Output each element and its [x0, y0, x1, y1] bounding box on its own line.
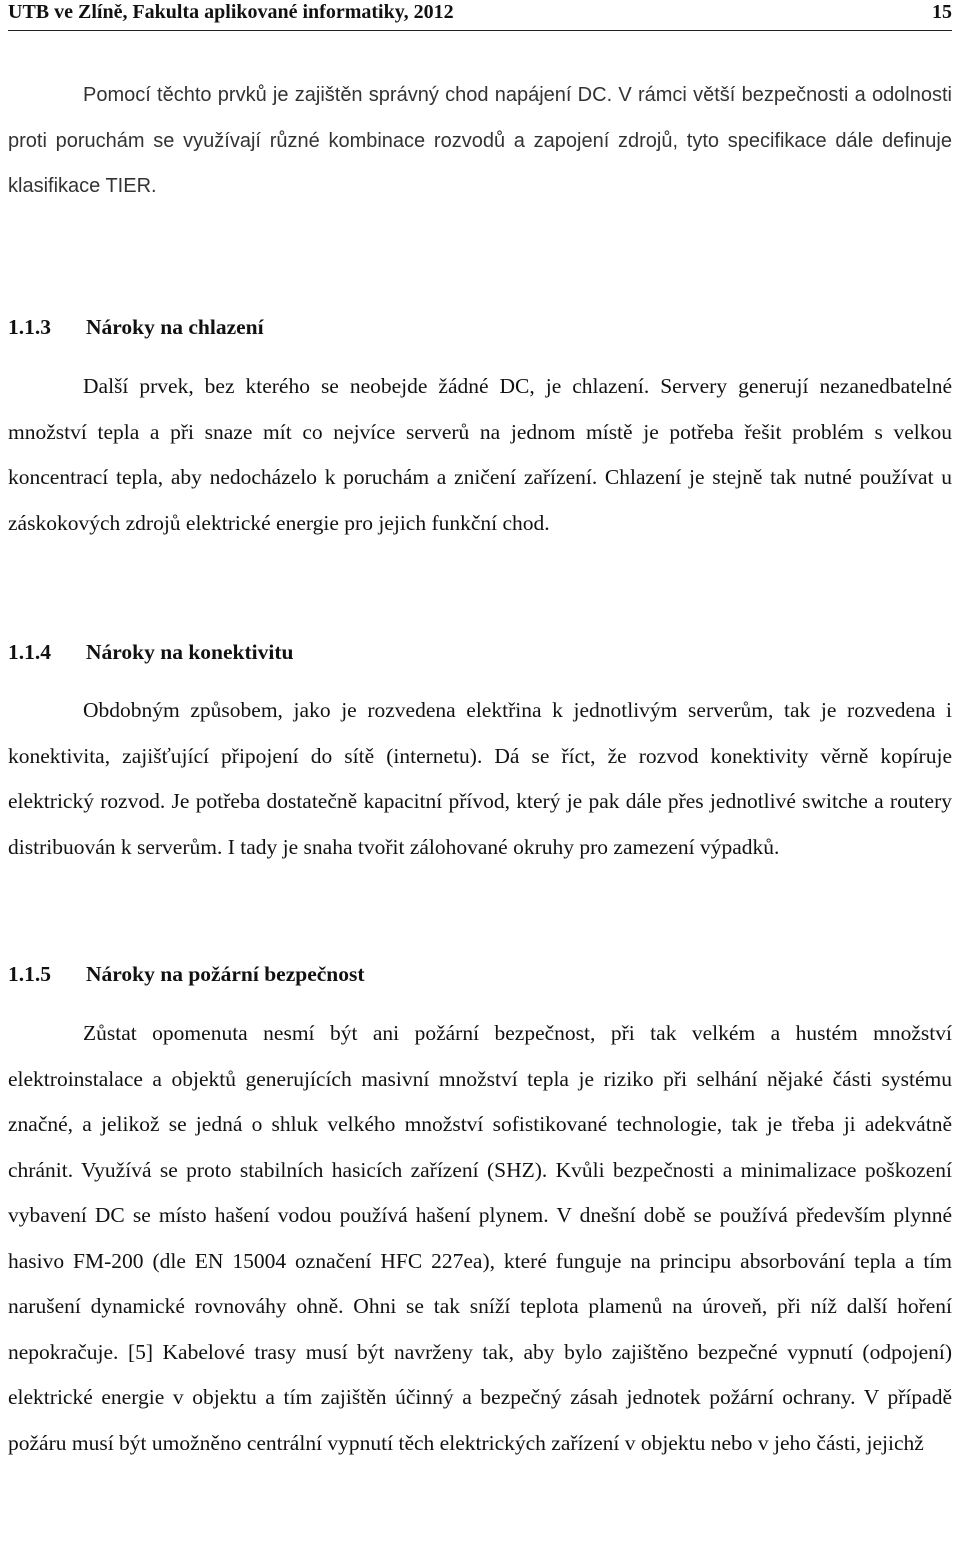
page-number: 15: [932, 1, 952, 23]
cooling-paragraph: Další prvek, bez kterého se neobejde žádné DC, je chlazení. Servery generují nezanedbatelné množství tepla a při snaze mít co nejvíce serverů na jednom místě je potřeba řešit problém s velkou koncentrací tepla, aby nedocházelo k poruchám a zničení zařízení. Chlazení je stejně tak nutné používat u záskokových zdrojů elektrické energie pro jejich funkční chod.: [8, 374, 952, 535]
section-number: 1.1.5: [8, 962, 51, 986]
section-title: Nároky na konektivitu: [86, 640, 294, 664]
section-number: 1.1.4: [8, 640, 51, 664]
intro-paragraph: Pomocí těchto prvků je zajištěn správný chod napájení DC. V rámci větší bezpečnosti a odolnosti proti poruchám se využívají různé kombinace rozvodů a zapojení zdrojů, tyto specifikace dále definuje klasifikace TIER.: [8, 84, 952, 197]
page-header: [8, 0, 952, 31]
section-heading-fire-safety: [8, 962, 365, 987]
header-title: UTB ve Zlíně, Fakulta aplikované informatiky, 2012: [8, 1, 454, 23]
connectivity-paragraph: Obdobným způsobem, jako je rozvedena elektřina k jednotlivým serverům, tak je rozvedena i konektivita, zajišťující připojení do sítě (internetu). Dá se říct, že rozvod konektivity věrně kopíruje elektrický rozvod. Je potřeba dostatečně kapacitní přívod, který je pak dále přes jednotlivé switche a routery distribuován k serverům. I tady je snaha tvořit zálohované okruhy pro zamezení výpadků.: [8, 698, 952, 859]
section-heading-cooling: [8, 315, 264, 340]
section-number: 1.1.3: [8, 315, 51, 339]
fire-safety-paragraph: Zůstat opomenuta nesmí být ani požární bezpečnost, při tak velkém a hustém množství elektroinstalace a objektů generujících masivní množství tepla je riziko při selhání nějaké části systému značné, a jelikož se jedná o shluk velkého množství sofistikované technologie, tak je třeba ji adekvátně chránit. Využívá se proto stabilních hasicích zařízení (SHZ). Kvůli bezpečnosti a minimalizace poškození vybavení DC se místo hašení vodou používá hašení plynem. V dnešní době se používá především plynné hasivo FM-200 (dle EN 15004 označení HFC 227ea), které funguje na principu absorbování tepla a tím narušení dynamické rovnováhy ohně. Ohni se tak sníží teplota plamenů na úroveň, při níž další hoření nepokračuje. [5] Kabelové trasy musí být navrženy tak, aby bylo zajištěno bezpečné vypnutí (odpojení) elektrické energie v objektu a tím zajištěn účinný a bezpečný zásah jednotek požární ochrany. V případě požáru musí být umožněno centrální vypnutí těch elektrických zařízení v objektu nebo v jeho části, jejichž: [8, 1021, 952, 1455]
section-title: Nároky na chlazení: [86, 315, 264, 339]
section-heading-connectivity: [8, 640, 293, 665]
section-title: Nároky na požární bezpečnost: [86, 962, 365, 986]
